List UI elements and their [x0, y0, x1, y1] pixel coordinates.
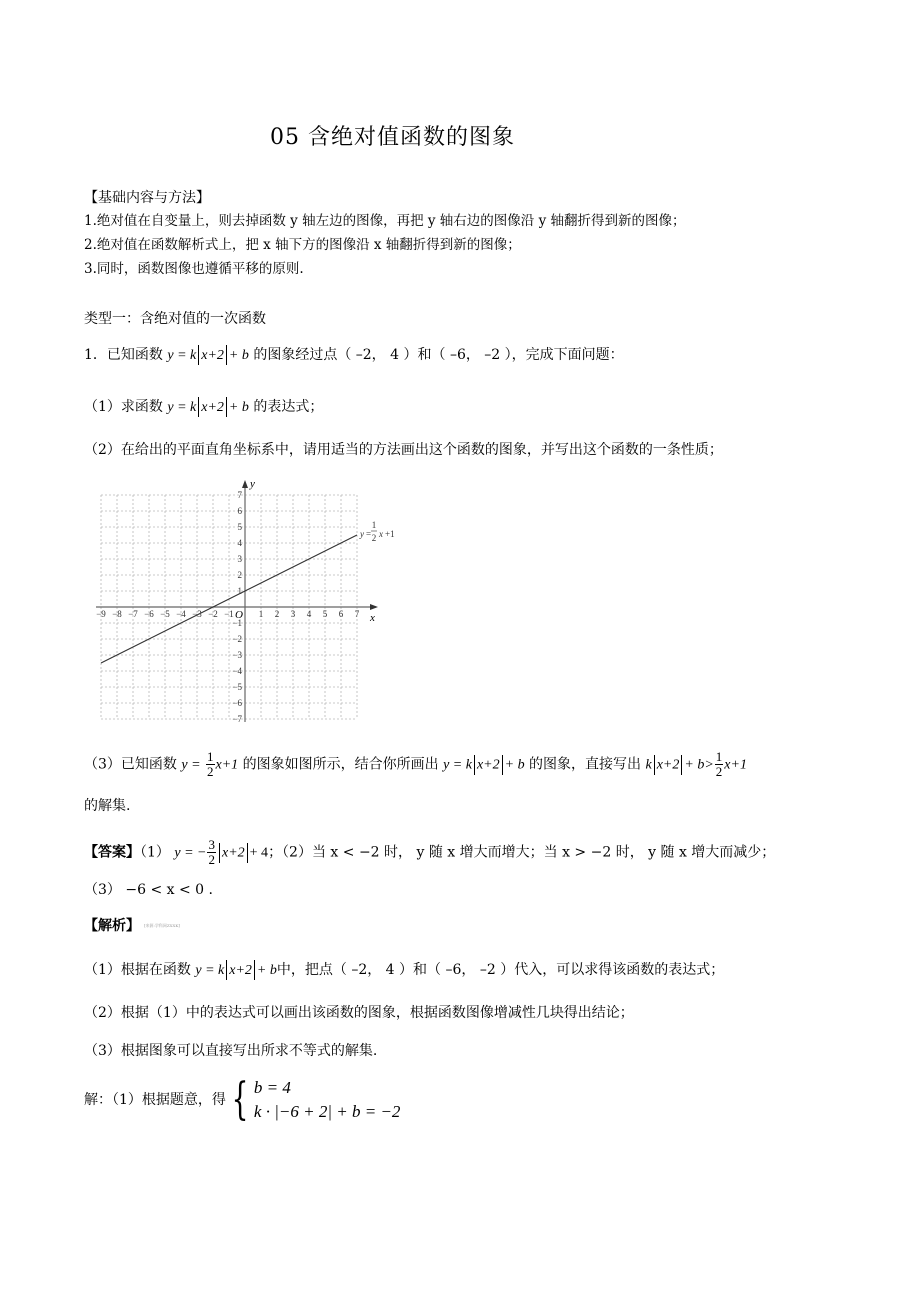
func-lhs: y = k — [167, 348, 197, 363]
svg-text:5: 5 — [237, 522, 242, 532]
solution-line — [84, 1076, 400, 1124]
problem-stem — [84, 345, 624, 366]
svg-text:−3: −3 — [192, 609, 202, 619]
question-2: （2）在给出的平面直角坐标系中，请用适当的方法画出这个函数的图象，并写出这个函数的一条性质； — [84, 442, 723, 458]
q3-mid2: 的图象，直接写出 — [529, 756, 642, 773]
basic-item-3: 3.同时，函数图像也遵循平移的原则. — [84, 261, 304, 277]
basic-item-1: 1.绝对值在自变量上，则去掉函数 y 轴左边的图像，再把 y 轴右边的图像沿 y 轴翻折得到新的图像； — [84, 213, 686, 229]
svg-text:−2: −2 — [232, 634, 242, 644]
svg-text:−9: −9 — [96, 609, 106, 619]
q3-x1: x+1 — [215, 757, 239, 773]
origin-label: O — [235, 609, 243, 621]
analysis-heading — [84, 916, 180, 936]
svg-text:1: 1 — [237, 586, 242, 596]
svg-text:7: 7 — [354, 609, 360, 619]
watermark: [来源:学科网ZXXK] — [144, 923, 180, 928]
question-3: （3）已知函数 y = $\frac{1}{2}$ x+1 的图象如图所示，结合你所画出 y = k x+2 + b 的图象，直接写出 k x+2 + b> $\frac{1}{2}$ x+1 — [84, 749, 747, 779]
section-heading-basic: 【基础内容与方法】 — [84, 190, 210, 206]
svg-text:1: 1 — [371, 520, 377, 530]
svg-text:2: 2 — [274, 609, 280, 619]
fraction-three-halves: $\frac{3}{2}$ — [208, 837, 215, 867]
equation-1: b = 4 — [253, 1078, 291, 1097]
analysis-line-1: （1）根据在函数 y = k x+2 + b中，把点（ –2， 4 ）和（ –6， –2 ）代入，可以求得该函数的表达式； — [84, 962, 725, 978]
answer-y: y = − — [174, 845, 207, 861]
q1-prefix: （1）求函数 — [84, 399, 163, 415]
answer-part2: ；（2）当 x < −2 时， y 随 x 增大而增大；当 x > −2 时， y 随 x 增大而减少； — [268, 844, 776, 861]
q3-end: 的解集. — [84, 798, 131, 814]
y-axis — [242, 478, 255, 722]
answer-line-1: 【答案】（1） y = − $\frac{3}{2}$ x+2 + 4；（2）当 x < −2 时， y 随 x 增大而增大；当 x > −2 时， y 随 x 增大而减少； — [84, 837, 776, 867]
solution-prefix: 解：（1）根据题意，得 — [84, 1092, 226, 1108]
svg-text:x: x — [370, 612, 375, 624]
analysis-label: 【解析】 — [84, 918, 140, 934]
svg-text:4: 4 — [237, 538, 242, 548]
problem-number: 1．已知函数 — [84, 347, 163, 363]
brace-icon: { — [231, 1074, 249, 1125]
svg-text:2: 2 — [371, 533, 377, 543]
func-rhs: + b — [228, 348, 249, 363]
q3-prefix: （3）已知函数 — [84, 756, 177, 773]
svg-text:−6: −6 — [144, 609, 154, 619]
func-abs: x+2 — [201, 400, 224, 415]
svg-text:2: 2 — [237, 570, 242, 580]
answer-part3: （3） −6 < x < 0 . — [84, 882, 213, 898]
q3-mid: 的图象如图所示，结合你所画出 — [242, 756, 439, 773]
svg-text:6: 6 — [237, 506, 242, 516]
page-title: 05 含绝对值函数的图象 — [270, 125, 515, 150]
svg-text:−5: −5 — [160, 609, 170, 619]
svg-text:1: 1 — [258, 609, 264, 619]
svg-text:6: 6 — [338, 609, 344, 619]
coordinate-graph — [95, 478, 405, 726]
analysis-line-3: （3）根据图象可以直接写出所求不等式的解集. — [84, 1043, 378, 1059]
svg-text:y: y — [250, 478, 255, 490]
svg-text:−3: −3 — [232, 650, 242, 660]
equation-system — [254, 1076, 401, 1124]
fraction-one-half: $\frac{1}{2}$ — [207, 749, 214, 779]
q1-suffix: 的表达式； — [253, 399, 324, 415]
svg-text:5: 5 — [322, 609, 328, 619]
svg-text:y: y — [360, 529, 364, 539]
svg-text:=: = — [366, 529, 372, 539]
svg-text:x: x — [379, 529, 383, 539]
y-axis-arrow-icon — [242, 480, 248, 488]
func-rhs: + b — [228, 400, 249, 415]
q3-y: y = — [181, 757, 201, 773]
svg-text:−1: −1 — [232, 618, 242, 628]
svg-text:−7: −7 — [232, 714, 242, 724]
svg-text:−2: −2 — [208, 609, 218, 619]
basic-item-2: 2.绝对值在函数解析式上，把 x 轴下方的图像沿 x 轴翻折得到新的图像； — [84, 237, 521, 253]
equation-2: k · |−6 + 2| + b = −2 — [253, 1102, 401, 1121]
func-abs: x+2 — [201, 348, 224, 363]
func-lhs: y = k — [167, 400, 197, 415]
svg-text:+1: +1 — [385, 529, 395, 539]
line-label — [359, 520, 395, 543]
svg-text:−5: −5 — [232, 682, 242, 692]
svg-text:4: 4 — [306, 609, 312, 619]
type-heading: 类型一：含绝对值的一次函数 — [84, 311, 266, 327]
stem-text: 的图象经过点（ –2， 4 ）和（ –6， –2 ），完成下面问题： — [253, 347, 624, 363]
analysis-line-2: （2）根据（1）中的表达式可以画出该函数的图象，根据函数图像增减性几块得出结论； — [84, 1005, 634, 1021]
svg-text:−7: −7 — [128, 609, 138, 619]
svg-text:3: 3 — [290, 609, 296, 619]
question-1 — [84, 397, 323, 418]
x-tick-labels — [96, 609, 360, 619]
svg-text:3: 3 — [237, 554, 242, 564]
svg-text:−8: −8 — [112, 609, 122, 619]
svg-text:−4: −4 — [232, 666, 242, 676]
answer-label: 【答案】 — [84, 844, 140, 861]
svg-text:−1: −1 — [224, 609, 234, 619]
fraction-one-half: $\frac{1}{2}$ — [715, 749, 723, 779]
svg-text:−4: −4 — [176, 609, 186, 619]
svg-text:7: 7 — [237, 490, 242, 500]
svg-text:−6: −6 — [232, 698, 242, 708]
x-axis-arrow-icon — [370, 604, 378, 610]
